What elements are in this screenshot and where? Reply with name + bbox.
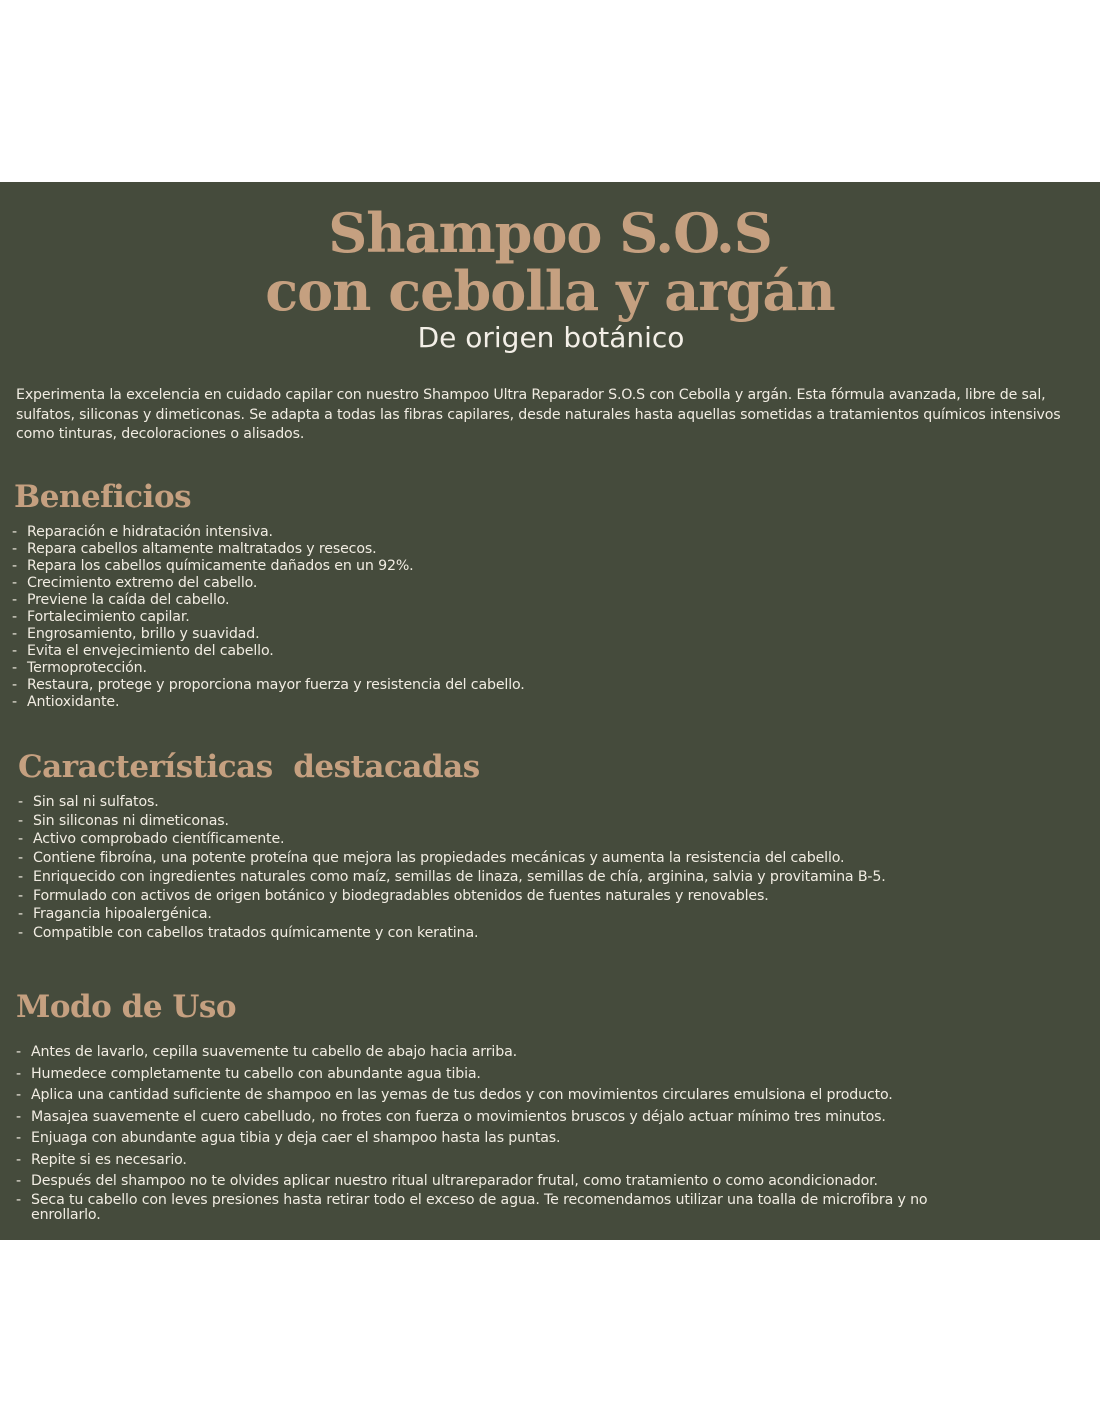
features-heading: Características destacadas — [18, 749, 480, 785]
product-title-line-1: Shampoo S.O.S — [328, 201, 772, 265]
title-block — [0, 201, 1100, 355]
list-item: - Evita el envejecimiento del cabello. — [12, 643, 525, 660]
list-item: - Después del shampoo no te olvides aplicar nuestro ritual ultrareparador frutal, como tratamiento o como acondicionador. — [16, 1171, 956, 1193]
list-item: - Fortalecimiento capilar. — [12, 609, 525, 626]
list-item: - Previene la caída del cabello. — [12, 592, 525, 609]
list-item: - Termoprotección. — [12, 660, 525, 677]
list-item: - Antioxidante. — [12, 694, 525, 711]
list-item: - Sin sal ni sulfatos. — [18, 793, 886, 812]
features-list — [18, 793, 886, 943]
list-item: - Crecimiento extremo del cabello. — [12, 575, 525, 592]
list-item: - Activo comprobado científicamente. — [18, 830, 886, 849]
list-item: - Enjuaga con abundante agua tibia y deja caer el shampoo hasta las puntas. — [16, 1128, 956, 1150]
list-item: - Masajea suavemente el cuero cabelludo, no frotes con fuerza o movimientos bruscos y déjalo actuar mínimo tres minutos. — [16, 1107, 956, 1129]
list-item: - Compatible con cabellos tratados químicamente y con keratina. — [18, 924, 886, 943]
benefits-heading: Beneficios — [14, 479, 192, 515]
intro-paragraph: Experimenta la excelencia en cuidado capilar con nuestro Shampoo Ultra Reparador S.O.S con Cebolla y argán. Esta fórmula avanzada, libre de sal, sulfatos, siliconas y dimeticonas. Se adapta a todas las fibras capilares, desde naturales hasta aquellas sometidas a tratamientos químicos intensivos como tinturas, decoloraciones o alisados. — [16, 387, 1061, 442]
list-item: - Engrosamiento, brillo y suavidad. — [12, 626, 525, 643]
list-item: - Reparación e hidratación intensiva. — [12, 524, 525, 541]
list-item: - Enriquecido con ingredientes naturales como maíz, semillas de linaza, semillas de chía, arginina, salvia y provitamina B-5. — [18, 868, 886, 887]
benefits-list — [12, 524, 525, 711]
usage-list — [16, 1042, 956, 1223]
product-title-line-2: con cebolla y argán — [265, 259, 835, 323]
list-item: - Contiene fibroína, una potente proteína que mejora las propiedades mecánicas y aumenta la resistencia del cabello. — [18, 849, 886, 868]
product-info-panel — [0, 182, 1100, 1240]
list-item: - Aplica una cantidad suficiente de shampoo en las yemas de tus dedos y con movimientos circulares emulsiona el producto. — [16, 1085, 956, 1107]
list-item: - Repara cabellos altamente maltratados y resecos. — [12, 541, 525, 558]
list-item: - Seca tu cabello con leves presiones hasta retirar todo el exceso de agua. Te recomendamos utilizar una toalla de microfibra y no enrollarlo. — [16, 1193, 956, 1223]
list-item: - Antes de lavarlo, cepilla suavemente tu cabello de abajo hacia arriba. — [16, 1042, 956, 1064]
list-item: - Sin siliconas ni dimeticonas. — [18, 812, 886, 831]
list-item: - Humedece completamente tu cabello con abundante agua tibia. — [16, 1064, 956, 1086]
list-item: - Formulado con activos de origen botánico y biodegradables obtenidos de fuentes naturales y renovables. — [18, 887, 886, 906]
list-item: - Restaura, protege y proporciona mayor fuerza y resistencia del cabello. — [12, 677, 525, 694]
usage-heading: Modo de Uso — [16, 989, 236, 1025]
list-item: - Repara los cabellos químicamente dañados en un 92%. — [12, 558, 525, 575]
product-subtitle: De origen botánico — [417, 321, 685, 354]
list-item: - Fragancia hipoalergénica. — [18, 905, 886, 924]
list-item: - Repite si es necesario. — [16, 1150, 956, 1172]
